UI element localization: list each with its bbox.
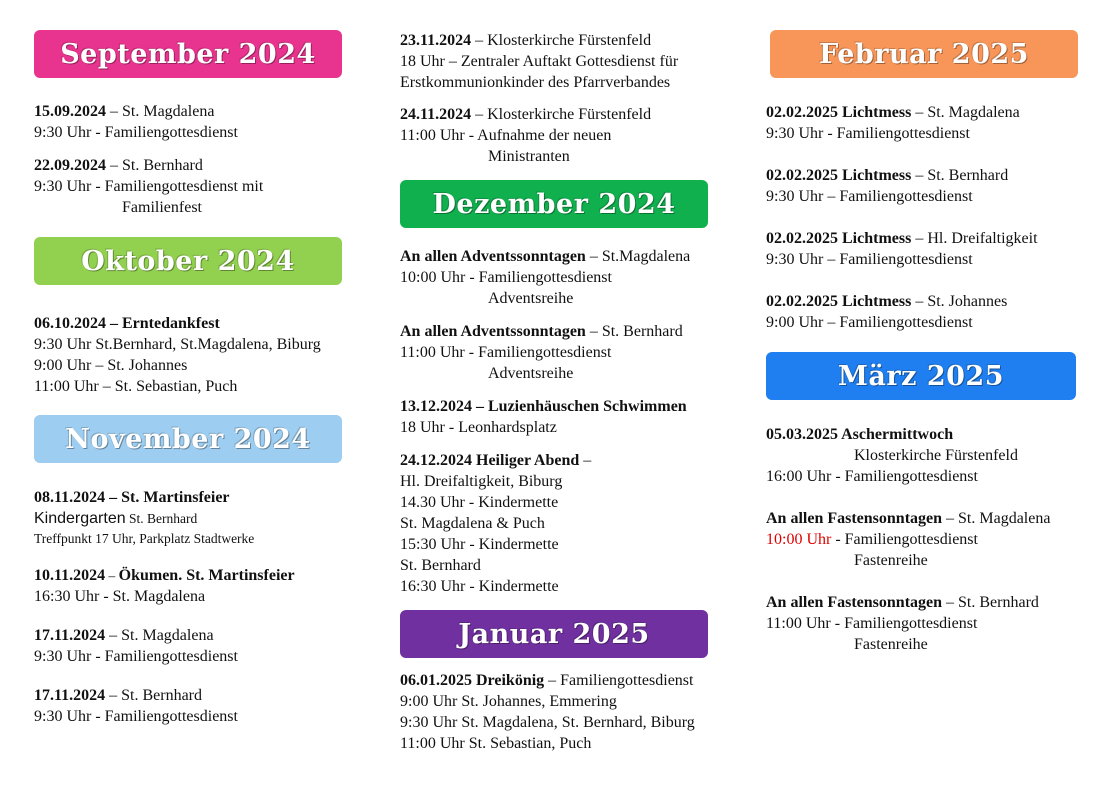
event-entry: 02.02.2025 Lichtmess – Hl. Dreifaltigkeit 9:30 Uhr – Familiengottesdienst (766, 230, 1038, 268)
month-header-september (34, 30, 342, 78)
event-entry: 23.11.2024 – Klosterkirche Fürstenfeld 18 Uhr – Zentraler Auftakt Gottesdienst für Erstkommunionkinder des Pfarrverbandes (400, 32, 679, 91)
event-entry: 02.02.2025 Lichtmess – St. Bernhard 9:30 Uhr – Familiengottesdienst (766, 167, 1009, 205)
event-entry: 15.09.2024 – St. Magdalena 9:30 Uhr - Familiengottesdienst (34, 103, 238, 141)
event-entry: 06.01.2025 Dreikönig – Familiengottesdienst 9:00 Uhr St. Johannes, Emmering 9:30 Uhr St. Magdalena, St. Bernhard, Biburg 11:00 Uhr St. Sebastian, Puch (400, 672, 695, 752)
month-title: November 2024 (65, 423, 311, 455)
event-entry: 24.11.2024 – Klosterkirche Fürstenfeld 11:00 Uhr - Aufnahme der neuen Ministranten (400, 106, 652, 165)
event-entry: An allen Adventssonntagen – St. Bernhard 11:00 Uhr - Familiengottesdienst Adventsreihe (400, 323, 683, 382)
month-title: Januar 2025 (458, 618, 650, 650)
event-entry: 02.02.2025 Lichtmess – St. Johannes 9:00 Uhr – Familiengottesdienst (766, 293, 1008, 331)
month-header-januar (400, 610, 708, 658)
month-header-oktober (34, 237, 342, 285)
month-title: Oktober 2024 (81, 245, 295, 277)
event-entry: 10.11.2024 – Ökumen. St. Martinsfeier 16:30 Uhr - St. Magdalena (34, 567, 295, 605)
month-header-november (34, 415, 342, 463)
event-entry: An allen Adventssonntagen – St.Magdalena 10:00 Uhr - Familiengottesdienst Adventsreihe (400, 248, 691, 307)
highlight-time: 10:00 Uhr (766, 531, 832, 548)
event-entry: An allen Fastensonntagen – St. Bernhard 11:00 Uhr - Familiengottesdienst Fastenreihe (766, 594, 1039, 653)
event-entry: 24.12.2024 Heiliger Abend – Hl. Dreifaltigkeit, Biburg 14.30 Uhr - Kindermette St. Magdalena & Puch 15:30 Uhr - Kindermette St. Bernhard 16:30 Uhr - Kindermette (400, 452, 592, 595)
event-entry: 05.03.2025 Aschermittwoch Klosterkirche Fürstenfeld 16:00 Uhr - Familiengottesdienst (766, 426, 1018, 485)
month-header-dezember (400, 180, 708, 228)
month-title: März 2025 (838, 360, 1004, 392)
month-title: Februar 2025 (819, 38, 1029, 70)
event-entry: 06.10.2024 – Erntedankfest 9:30 Uhr St.Bernhard, St.Magdalena, Biburg 9:00 Uhr – St. Johannes 11:00 Uhr – St. Sebastian, Puch (34, 315, 321, 395)
month-title: Dezember 2024 (432, 188, 676, 220)
month-header-februar (770, 30, 1078, 78)
month-header-maerz (766, 352, 1076, 400)
event-entry: 22.09.2024 – St. Bernhard 9:30 Uhr - Familiengottesdienst mit Familienfest (34, 157, 264, 216)
event-entry: 08.11.2024 – St. Martinsfeier Kindergarten St. Bernhard Treffpunkt 17 Uhr, Parkplatz Stadtwerke (34, 489, 255, 546)
month-title: September 2024 (60, 38, 316, 70)
event-entry: 13.12.2024 – Luzienhäuschen Schwimmen 18 Uhr - Leonhardsplatz (400, 398, 687, 436)
event-entry: 02.02.2025 Lichtmess – St. Magdalena 9:30 Uhr - Familiengottesdienst (766, 104, 1020, 142)
event-entry: 17.11.2024 – St. Bernhard 9:30 Uhr - Familiengottesdienst (34, 687, 238, 725)
event-entry: An allen Fastensonntagen – St. Magdalena 10:00 Uhr - Familiengottesdienst Fastenreihe (766, 510, 1051, 569)
event-entry: 17.11.2024 – St. Magdalena 9:30 Uhr - Familiengottesdienst (34, 627, 238, 665)
